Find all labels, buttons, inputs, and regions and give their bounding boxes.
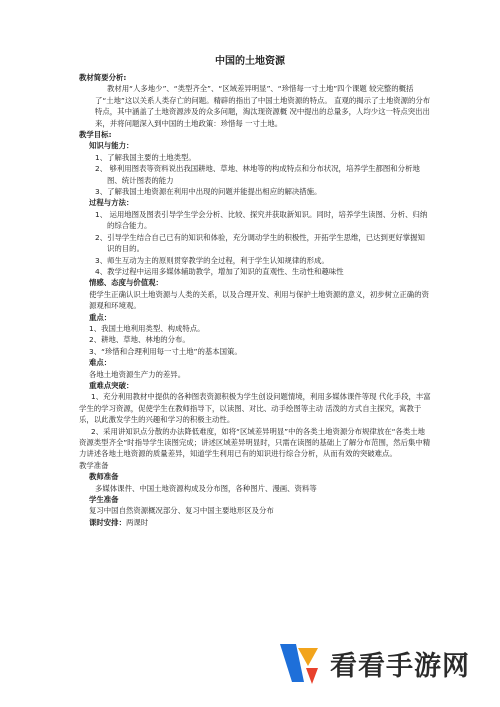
process-item-1: 1、 运用地图及图表引导学生学会分析、比较、探究并获取新知识。同时，培养学生读图、分析、归纳的综合能力。 (95, 209, 428, 231)
key-point-2: 2、耕地、草地、林地的分布。 (89, 335, 190, 345)
knowledge-heading: 知识与能力： (89, 141, 134, 151)
teacher-prep-heading: 教师准备 (89, 472, 119, 482)
process-item-4: 4、教学过程中运用多媒体辅助教学，增加了知识的直观性、生动性和趣味性 (95, 266, 344, 276)
goals-heading: 教学目标: (79, 130, 112, 140)
site-watermark (268, 636, 500, 696)
knowledge-item-2: 2、 够利用图表等资料说出我国耕地、草地、林地等的构成特点和分布状况，培养学生都图和分析地图、统计图表的能力 (95, 164, 420, 185)
key-point-3: 3、“珍惜和合理利用每一寸土地”的基本国策。 (89, 346, 242, 356)
schedule-text: 两课时 (125, 517, 149, 527)
breakthrough-heading: 重难点突破： (89, 380, 134, 390)
schedule-line (79, 517, 431, 528)
teacher-prep-text: 多媒体课件、中国土地资源构成及分布图，各种图片、漫画、资料等 (95, 483, 317, 493)
student-prep-heading: 学生准备 (89, 495, 119, 505)
emotion-heading: 情感、态度与价值观： (89, 278, 163, 288)
difficulty-text: 各地土地资源生产力的差异。 (89, 369, 186, 379)
key-points-heading: 重点： (89, 312, 112, 322)
emotion-text: 使学生正确认识土地资源与人类的关系，以及合理开发、利用与保护土地资源的意义，初步树立正确的资源观和环境观。 (89, 289, 429, 311)
prep-heading: 教学准备 (79, 460, 109, 470)
document-body (79, 72, 431, 528)
process-heading: 过程与方法： (89, 198, 134, 208)
site-logo-icon (274, 638, 324, 688)
process-item-2: 2、引导学生结合自己已有的知识和体验，充分调动学生的积极性，开拓学生思维，已达到更好掌握知识的目的。 (95, 232, 425, 254)
difficulty-heading: 难点： (89, 358, 112, 368)
watermark-text: 看看手游网 (330, 651, 470, 682)
breakthrough-item-2: 2、采用讲知识点分散的办法降低难度，如将“区域差异明显”中的各类土地资源分布规律放在“各类土地资源类型齐全”时指导学生读图完成；讲述区域差异明显时，只需在读图的基础上了解分布范围，然后集中精力讲述各地土地资源的质量差异，知道学生利用已有的知识进行综合分析，从而有效的突破难点。 (79, 426, 431, 459)
document-title: 中国的土地资源 (215, 56, 285, 67)
knowledge-item-1: 1、了解我国主要的土地类型。 (95, 152, 196, 162)
student-prep-text: 复习中国自然资源概况部分、复习中国主要地形区及分布 (89, 506, 274, 516)
process-item-3: 3、师生互动为主的原则贯穿教学的全过程，利于学生认知规律的形成。 (95, 255, 329, 265)
material-heading: 教材简要分析: (79, 73, 127, 82)
breakthrough-item-1: 1、充分利用教材中提供的各种图表资源积极为学生创设问题情境，利用多媒体课件等现 代化手段，丰富学生的学习资源，促使学生在教师指导下，以读图、对比、动手绘图等主动 活泼的方式自主探究，寓教于乐，以此激发学生的兴趣和学习的积极主动性。 (79, 392, 431, 425)
knowledge-item-3: 3、了解我国土地资源在利用中出现的问题并能提出相应的解决措施。 (95, 187, 322, 197)
material-text: 教材用“人多地少”、“类型齐全”、“区域差异明显”、“珍惜每一寸土地”四个课题 较完整的概括了“土地”这以关系人类存亡的问题。精辟的指出了中国土地资源的特点。 直观的揭示了土地资源的分布特点，其中涵盖了土地资源涉及的众多问题，淘汰现资源概 况中提出的总量多，人均少这一特点突出出来，并将问题深入到中国的土地政策：珍惜每 一寸土地。 (95, 84, 431, 128)
key-point-1: 1、我国土地利用类型、构成特点。 (89, 323, 205, 333)
schedule-heading: 课时安排： (89, 517, 126, 527)
